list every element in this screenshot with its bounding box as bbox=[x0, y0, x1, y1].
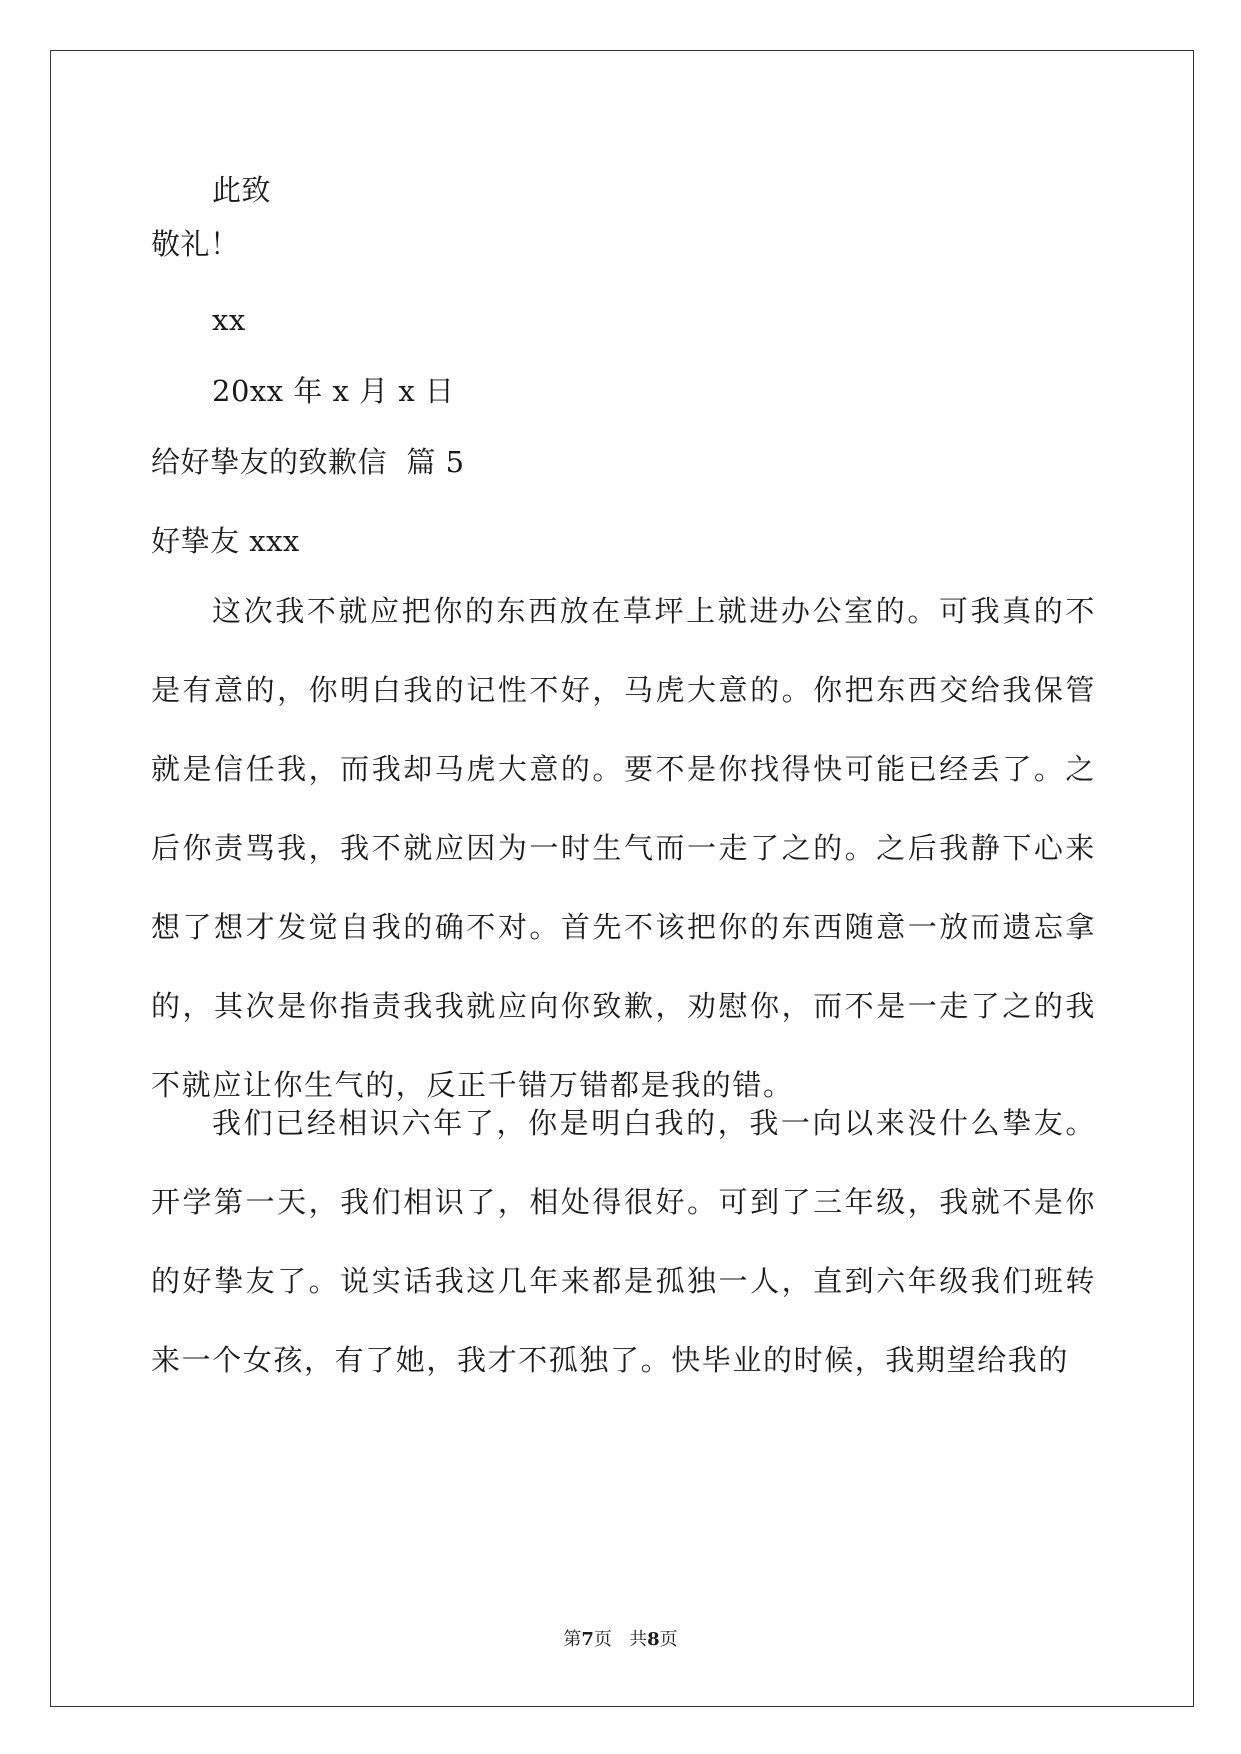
footer-total-pages: 8 bbox=[647, 1629, 660, 1650]
signature: xx bbox=[212, 303, 246, 337]
section-title: 给好挚友的致歉信 篇 5 bbox=[151, 445, 465, 479]
closing-salutation: 此致 bbox=[212, 173, 272, 207]
footer-page-mid: 页 共 bbox=[593, 1629, 648, 1650]
page-number-footer bbox=[0, 1628, 1241, 1652]
body-paragraph-1: 这次我不就应把你的东西放在草坪上就进办公室的。可我真的不是有意的，你明白我的记性不好，马虎大意的。你把东西交给我保管就是信任我，而我却马虎大意的。要不是你找得快可能已经丢了。之后你责骂我，我不就应因为一时生气而一走了之的。之后我静下心来想了想才发觉自我的确不对。首先不该把你的东西随意一放而遗忘拿的，其次是你指责我我就应向你致歉，劝慰你，而不是一走了之的我不就应让你生气的，反正千错万错都是我的错。 bbox=[151, 594, 1096, 1102]
footer-page-prefix: 第 bbox=[563, 1629, 582, 1650]
footer-page-suffix: 页 bbox=[659, 1629, 678, 1650]
letter-date: 20xx 年 x 月 x 日 bbox=[212, 374, 455, 408]
addressee: 好挚友 xxx bbox=[151, 524, 300, 558]
body-paragraph-2: 我们已经相识六年了，你是明白我的，我一向以来没什么挚友。开学第一天，我们相识了，相处得很好。可到了三年级，我就不是你的好挚友了。说实话我这几年来都是孤独一人，直到六年级我们班转来一个女孩，有了她，我才不孤独了。快毕业的时候，我期望给我的 bbox=[151, 1106, 1096, 1377]
closing-regards: 敬礼！ bbox=[151, 227, 240, 261]
footer-current-page: 7 bbox=[581, 1629, 594, 1650]
